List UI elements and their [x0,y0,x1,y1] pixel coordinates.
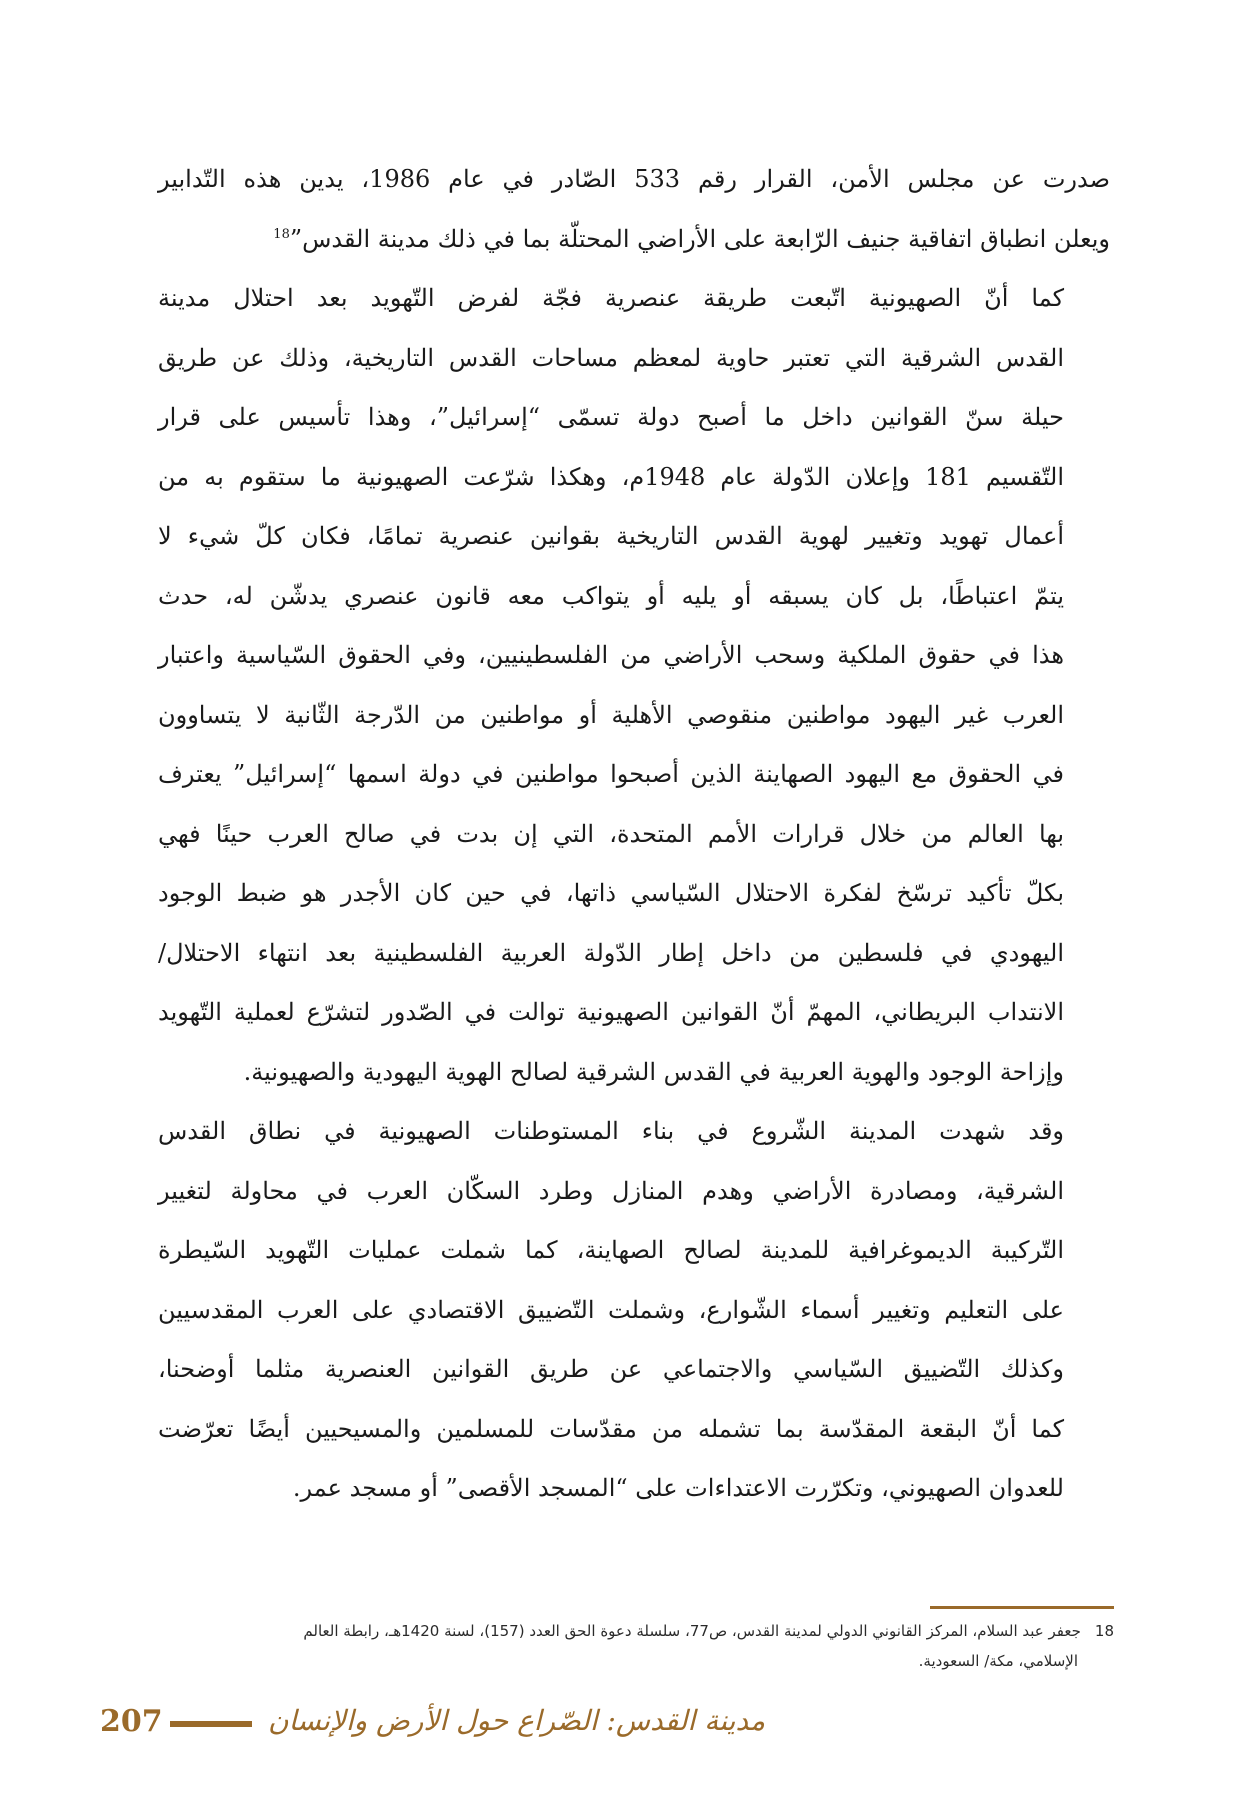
text-line: كما أنّ الصهيونية اتّبعت طريقة عنصرية فجّة لفرض التّهويد بعد احتلال مدينة [158,284,1064,312]
text-line: أعمال تهويد وتغيير لهوية القدس التاريخية بقوانين عنصرية تمامًا، فكان كلّ شيء لا [158,522,1064,550]
footnote-text-line: الإسلامي، مكة/ السعودية. [918,1652,1078,1670]
text-line: القدس الشرقية التي تعتبر حاوية لمعظم مساحات القدس التاريخية، وذلك عن طريق [158,343,1064,372]
text-line: ويعلن انطباق اتفاقية جنيف الرّابعة على الأراضي المحتلّة بما في ذلك مدينة القدس” [289,224,1110,253]
text-line: التّركيبة الديموغرافية للمدينة لصالح الصهاينة، كما شملت عمليات التّهويد السّيطرة [158,1236,1064,1264]
footnote-reference[interactable]: 18 [273,226,290,242]
text-line: يتمّ اعتباطًا، بل كان يسبقه أو يليه أو يتواكب معه قانون عنصري يدشّن له، حدث [158,581,1064,610]
text-line: في الحقوق مع اليهود الصهاينة الذين أصبحوا مواطنين في دولة اسمها “إسرائيل” يعترف [158,760,1064,788]
text-line: وكذلك التّضييق السّياسي والاجتماعي عن طريق القوانين العنصرية مثلما أوضحنا، [158,1355,1064,1383]
text-line: التّقسيم 181 وإعلان الدّولة عام 1948م، وهكذا شرّعت الصهيونية ما ستقوم به من [158,462,1064,491]
text-line: وإزاحة الوجود والهوية العربية في القدس الشرقية لصالح الهوية اليهودية والصهيونية. [243,1057,1064,1086]
main-text [158,150,1110,1519]
text-line: العرب غير اليهود مواطنين منقوصي الأهلية أو مواطنين من الدّرجة الثّانية لا يتساوون [158,700,1064,729]
paragraph-3 [158,1102,1110,1519]
text-line: بها العالم من خلال قرارات الأمم المتحدة، التي إن بدت في صالح العرب حينًا فهي [158,819,1064,848]
footnote-divider [930,1606,1114,1609]
text-line: هذا في حقوق الملكية وسحب الأراضي من الفلسطينيين، وفي الحقوق السّياسية واعتبار [158,641,1064,669]
text-line: صدرت عن مجلس الأمن، القرار رقم 533 الصّادر في عام 1986، يدين هذه التّدابير [158,165,1111,193]
footnote [158,1616,1114,1676]
text-line: بكلّ تأكيد ترسّخ لفكرة الاحتلال السّياسي ذاتها، في حين كان الأجدر هو ضبط الوجود [158,879,1064,907]
text-line: اليهودي في فلسطين من داخل إطار الدّولة العربية الفلسطينية بعد انتهاء الاحتلال/ [158,938,1064,967]
paragraph-1 [158,150,1110,269]
text-line: للعدوان الصهيوني، وتكرّرت الاعتداءات على “المسجد الأقصى” أو مسجد عمر. [292,1474,1064,1502]
footnote-text-line: جعفر عبد السلام، المركز القانوني الدولي لمدينة القدس، ص77، سلسلة دعوة الحق العدد (157)، لسنة 1420هـ، رابطة العالم [303,1622,1081,1640]
text-line: كما أنّ البقعة المقدّسة بما تشمله من مقدّسات للمسلمين والمسيحيين أيضًا تعرّضت [158,1414,1064,1443]
running-title: مدينة القدس: الصّراع حول الأرض والإنسان [268,1704,766,1737]
text-line: وقد شهدت المدينة الشّروع في بناء المستوطنات الصهيونية في نطاق القدس [158,1117,1065,1145]
paragraph-2 [158,269,1110,1102]
text-line: على التعليم وتغيير أسماء الشّوارع، وشملت التّضييق الاقتصادي على العرب المقدسيين [158,1295,1064,1324]
text-line: الشرقية، ومصادرة الأراضي وهدم المنازل وطرد السكّان العرب في محاولة لتغيير [158,1176,1064,1205]
footnote-number: 18 [1094,1622,1114,1640]
text-line: الانتداب البريطاني، المهمّ أنّ القوانين الصهيونية توالت في الصّدور لتشرّع لعملية التّهويد [158,998,1064,1026]
page-footer [100,1700,1100,1750]
footer-decorative-bar [170,1721,252,1727]
page-number: 207 [100,1704,163,1739]
text-line-with-ref [158,210,1110,270]
text-line: حيلة سنّ القوانين داخل ما أصبح دولة تسمّى “إسرائيل”، وهذا تأسيس على قرار [158,403,1064,431]
